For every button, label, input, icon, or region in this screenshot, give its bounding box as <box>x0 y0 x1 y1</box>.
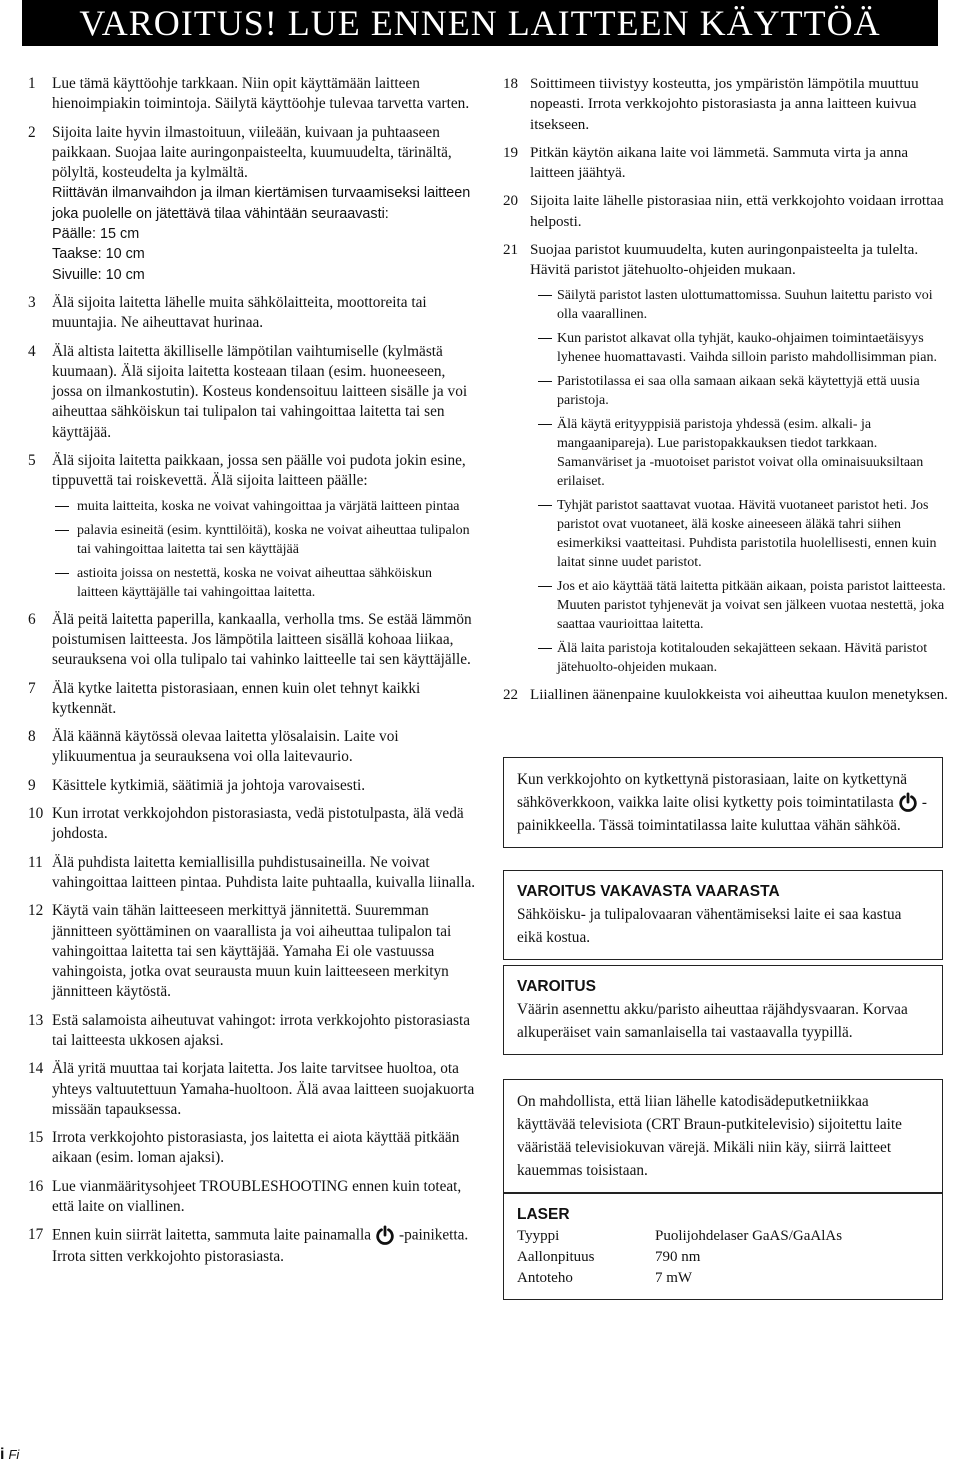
item-number: 19 <box>503 144 519 161</box>
item-text: Älä sijoita laitetta paikkaan, jossa sen päälle voi pudota jokin esine, tippuvettä tai roiskevettä. Älä sijoita laitteen päälle: <box>52 452 466 490</box>
list-item <box>28 804 476 845</box>
list-item <box>28 679 476 720</box>
item-number: 2 <box>28 123 36 141</box>
dash-bullet <box>55 506 69 507</box>
item-extra-text: Riittävän ilmanvaihdon ja ilman kiertämisen turvaamiseksi laitteen joka puolelle on jätettävä tilaa vähintään seuraavasti: <box>52 185 471 222</box>
spec-value: 790 nm <box>655 1249 701 1265</box>
item-text: Älä puhdista laitetta kemiallisilla puhdistusaineilla. Ne voivat vahingoittaa laitteen pintaa. Puhdista laite puhtaalla, kuivalla liinalla. <box>52 853 476 891</box>
sub-item <box>52 564 476 602</box>
dash-bullet <box>538 586 552 587</box>
page-title: VAROITUS! LUE ENNEN LAITTEEN KÄYTTÖÄ <box>79 3 881 43</box>
sub-item-text: astioita joissa on nestettä, koska ne voivat aiheuttaa sähköiskun laitteen käyttäjälle tai vahingoittaa laitetta. <box>77 565 432 600</box>
sub-item-text: muita laitteita, koska ne voivat vahingoittaa ja värjätä laitteen pintaa <box>77 498 460 514</box>
list-item <box>28 776 476 796</box>
item-number: 20 <box>503 193 519 210</box>
dash-bullet <box>538 648 552 649</box>
battery-warning-text: Väärin asennettu akku/paristo aiheuttaa räjähdysvaaran. Korvaa alkuperäiset vain samanlaisella tai vastaavalla tyypillä. <box>517 1001 908 1041</box>
item-number: 3 <box>28 293 36 311</box>
item-text: Lue tämä käyttöohje tarkkaan. Niin opit käyttämään laitteen hienoimpiakin toimintoja. Säilytä käyttöohje tulevaa tarvetta varten. <box>52 75 470 113</box>
list-item <box>28 342 476 443</box>
item-number: 7 <box>28 679 36 697</box>
sub-item <box>530 639 950 677</box>
clearance-line: Päälle: 15 cm <box>52 226 140 243</box>
sub-item-text: Paristotilassa ei saa olla samaan aikaan sekä käytettyjä että uusia paristoja. <box>557 373 920 408</box>
list-item <box>28 1128 476 1169</box>
sub-item-text: Älä laita paristoja kotitalouden sekajätteen sekaan. Hävitä paristot jätehuolto-ohjeiden mukaan. <box>557 640 928 675</box>
power-icon <box>374 1225 396 1247</box>
page-header <box>22 0 938 46</box>
list-item <box>28 293 476 334</box>
sub-item-text: Kun paristot alkavat olla tyhjät, kauko-ohjaimen toimintaetäisyys lyhenee huomattavasti. Vaihda silloin paristo mahdollisimman pian. <box>557 330 938 365</box>
item-text: Suojaa paristot kuumuudelta, kuten auringonpaisteelta ja tulelta. Hävitä paristot jätehuolto-ohjeiden mukaan. <box>530 242 919 279</box>
dash-bullet <box>55 573 69 574</box>
sub-item-text: palavia esineitä (esim. kynttilöitä), koska ne voivat aiheuttaa tulipalon tai vahingoittaa laitetta tai sen käyttäjää <box>77 522 470 557</box>
serious-warning-title: VAROITUS VAKAVASTA VAARASTA <box>517 883 780 900</box>
spec-label: Tyyppi <box>517 1228 560 1244</box>
list-item <box>503 685 950 705</box>
clearance-line: Sivuille: 10 cm <box>52 266 145 283</box>
list-item <box>28 1059 476 1120</box>
item-number: 13 <box>28 1011 44 1029</box>
laser-title: LASER <box>517 1206 570 1223</box>
sub-item-text: Älä käytä erityyppisiä paristoja yhdessä (esim. alkali- ja mangaanipareja). Lue paristopakkauksen tiedot tarkkaan. Samanväriset ja -muotoiset paristot voivat olla ominaisuuksiltaan erilaiset. <box>557 416 924 489</box>
standby-text-after: -painikkeella. Tässä toimintatilassa laite kuluttaa vähän sähköä. <box>517 794 927 835</box>
item-number: 17 <box>28 1226 44 1244</box>
item-number: 11 <box>28 853 43 871</box>
dash-bullet <box>538 295 552 296</box>
list-item <box>28 451 476 602</box>
left-column <box>28 74 476 1276</box>
item-number: 14 <box>28 1060 44 1078</box>
item-text: Kun irrotat verkkojohdon pistorasiasta, vedä pistotulpasta, älä vedä johdosta. <box>52 805 464 843</box>
item-number: 4 <box>28 342 36 360</box>
item-text-after: -painiketta. Irrota sitten verkkojohto pistorasiasta. <box>52 1226 469 1266</box>
list-item <box>28 74 476 115</box>
item-number: 9 <box>28 776 36 794</box>
table-row <box>517 1247 929 1268</box>
clearance-line: Taakse: 10 cm <box>52 246 145 263</box>
list-item <box>28 901 476 1002</box>
battery-warning-box <box>503 965 943 1055</box>
dash-bullet <box>538 381 552 382</box>
sub-item <box>530 577 950 634</box>
item-text: Älä peitä laitetta paperilla, kankaalla, verholla tms. Se estää lämmön poistumisen laitteesta. Jos lämpötila laitteen sisällä kohoaa liikaa, seurauksena voi olla tulipalo tai vahinko laitteelle tai sen käyttäjälle. <box>52 610 472 669</box>
list-item <box>503 240 950 677</box>
sub-item <box>530 415 950 491</box>
item-text <box>52 1225 476 1267</box>
item-text: Älä sijoita laitetta lähelle muita sähkölaitteita, moottoreita tai muuntajia. Ne aiheuttavat hurinaa. <box>52 293 427 332</box>
item-text: Liiallinen äänenpaine kuulokkeista voi aiheuttaa kuulon menetyksen. <box>530 686 948 703</box>
dash-bullet <box>538 424 552 425</box>
item-number: 6 <box>28 610 36 628</box>
power-icon <box>897 792 919 814</box>
list-item <box>28 1225 476 1267</box>
table-row <box>517 1268 929 1289</box>
sub-item <box>530 286 950 324</box>
list-item <box>28 610 476 671</box>
sub-item-text: Tyhjät paristot saattavat vuotaa. Hävitä vuotaneet paristot heti. Jos paristot ovat vuotaneet, älä koske aineeseen äläkä tahri siihen esimerkiksi vaatteitasi. Puhdista paristotila huolellisesti, ennen kuin laitat sinne uudet paristot. <box>557 497 937 570</box>
sub-item <box>52 521 476 559</box>
dash-bullet <box>55 530 69 531</box>
sub-item-text: Säilytä paristot lasten ulottumattomissa. Suuhun laitettu paristo voi olla vaarallinen. <box>557 287 933 322</box>
item-text: Älä yritä muuttaa tai korjata laitetta. Jos laite tarvitsee huoltoa, ota yhteys valtuutettuun Yamaha-huoltoon. Älä avaa laitteen suojakuorta missään tapauksessa. <box>52 1060 475 1118</box>
language-code: Fi <box>8 1447 20 1462</box>
crt-notice-text: On mahdollista, että liian lähelle katodisädeputketniikkaa käyttävää televisiota (CRT Braun-putkitelevisio) sijoitettu laite vääristää televisiokuvan värejä. Mikäli niin käy, siirrä laitteet kauemmas toisistaan. <box>517 1093 902 1179</box>
list-item <box>28 123 476 285</box>
right-column <box>503 74 950 713</box>
list-item <box>28 853 476 894</box>
item-text: Estä salamoista aiheutuvat vahingot: irrota verkkojohto pistorasiasta tai laitteesta ukkosen ajaksi. <box>52 1011 471 1049</box>
item-text: Sijoita laite hyvin ilmastoituun, viileään, kuivaan ja puhtaaseen paikkaan. Suojaa laite auringonpaisteelta, kuumuudelta, tärinältä, pölyltä, kosteudelta ja kylmältä. <box>52 123 452 182</box>
item-number: 15 <box>28 1129 44 1147</box>
list-item <box>28 1177 476 1218</box>
item-number: 18 <box>503 76 519 92</box>
spec-label: Antoteho <box>517 1270 573 1286</box>
item-number: 10 <box>28 805 44 823</box>
laser-info-box <box>503 1193 943 1300</box>
sub-item <box>52 497 476 516</box>
list-item <box>28 1011 476 1052</box>
spec-label: Aallonpituus <box>517 1249 595 1265</box>
item-text: Soittimeen tiivistyy kosteutta, jos ympäristön lämpötila muuttuu nopeasti. Irrota verkkojohto pistorasiasta ja anna laitteen kuivua itsekseen. <box>530 76 919 133</box>
crt-notice-box <box>503 1079 943 1193</box>
dash-bullet <box>538 338 552 339</box>
list-item <box>503 74 950 135</box>
item-text: Pitkän käytön aikana laite voi lämmetä. Sammuta virta ja anna laitteen jäähtyä. <box>530 144 909 182</box>
item-number: 5 <box>28 452 36 470</box>
item-text: Lue vianmääritysohjeet TROUBLESHOOTING ennen kuin toteat, että laite on viallinen. <box>52 1177 462 1216</box>
sub-item-text: Jos et aio käyttää tätä laitetta pitkään aikaan, poista paristot laitteesta. Muuten paristot tyhjenevät ja voivat sen jälkeen vuotaa nestettä, joka saattaa vaurioittaa laitetta. <box>557 578 946 632</box>
item-text-before: Ennen kuin siirrät laitetta, sammuta laite painamalla <box>52 1226 372 1244</box>
standby-notice-box <box>503 757 943 848</box>
laser-spec-table <box>517 1226 929 1289</box>
page-number: i <box>0 1446 5 1463</box>
serious-warning-text: Sähköisku- ja tulipalovaaran vähentämiseksi laite ei saa kastua eikä kostua. <box>517 906 902 946</box>
list-item <box>28 727 476 768</box>
dash-bullet <box>538 505 552 506</box>
battery-warning-title: VAROITUS <box>517 978 596 995</box>
sub-item <box>530 329 950 367</box>
item-number: 21 <box>503 242 519 259</box>
item-number: 12 <box>28 902 44 920</box>
item-text: Älä altista laitetta äkilliselle lämpötilan vaihtumiselle (kylmästä kuumaan). Älä sijoita laitetta kosteaan tilaan (esim. huoneeseen, jossa on ilmankostutin). Kosteus kondensoituu laitteen sisälle ja voi aiheuttaa sähköiskun tai tulipalon tai vahingoittaa laitetta tai sen käyttäjää. <box>52 342 468 441</box>
item-text: Älä käännä käytössä olevaa laitetta ylösalaisin. Laite voi ylikuumentua ja seurauksena voi olla laitevaurio. <box>52 728 399 766</box>
item-number: 1 <box>28 75 36 92</box>
item-number: 22 <box>503 686 519 703</box>
sub-item <box>530 372 950 410</box>
spec-value: 7 mW <box>655 1270 693 1286</box>
item-text: Älä kytke laitetta pistorasiaan, ennen kuin olet tehnyt kaikki kytkennät. <box>52 679 421 717</box>
item-number: 8 <box>28 728 36 746</box>
serious-warning-box <box>503 870 943 960</box>
list-item <box>503 191 950 232</box>
table-row <box>517 1226 929 1247</box>
page-footer <box>0 1446 19 1464</box>
list-item <box>503 143 950 184</box>
item-number: 16 <box>28 1177 44 1195</box>
item-text: Käsittele kytkimiä, säätimiä ja johtoja varovaisesti. <box>52 776 366 794</box>
sub-item <box>530 496 950 572</box>
item-text: Irrota verkkojohto pistorasiasta, jos laitetta ei aiota käyttää pitkään aikaan (esim. loman ajaksi). <box>52 1129 460 1167</box>
standby-text-before: Kun verkkojohto on kytkettynä pistorasiaan, laite on kytkettynä sähköverkkoon, vaikka laite olisi kytketty pois toimintatilasta <box>517 771 907 811</box>
spec-value: Puolijohdelaser GaAS/GaAlAs <box>655 1228 843 1244</box>
item-text: Käytä vain tähän laitteeseen merkittyä jännitettä. Suuremman jännitteen syöttäminen on vaarallista ja voi aiheuttaa tulipalon tai vahingoittaa laitetta tai sen käyttäjää. Yamaha Ei ole vastuussa vahingoista, jotka ovat seurausta muun kuin laitteeseen merkityn jännitteen käytöstä. <box>52 902 452 1001</box>
item-text: Sijoita laite lähelle pistorasiaa niin, että verkkojohto voidaan irrottaa helposti. <box>530 193 944 230</box>
